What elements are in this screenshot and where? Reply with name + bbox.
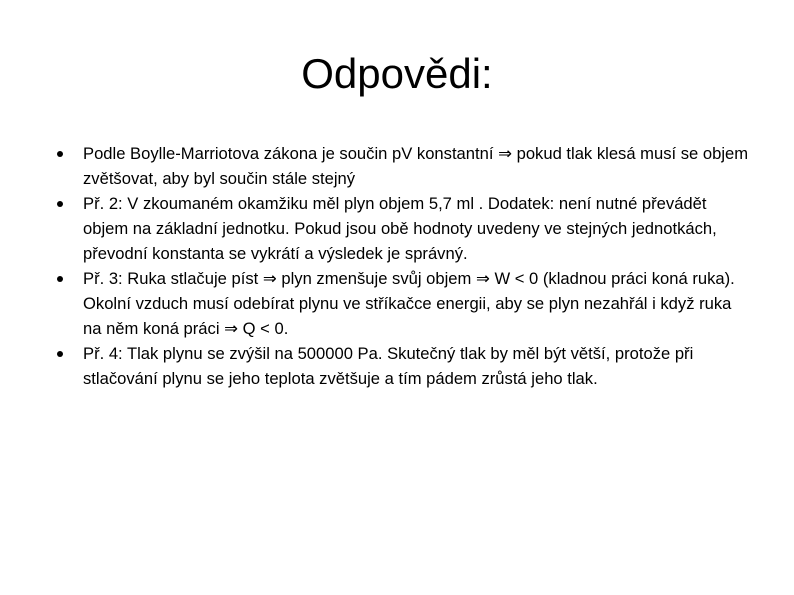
bullet-item-boyle bbox=[52, 141, 752, 191]
bullet-item-ex4 bbox=[52, 341, 752, 391]
bullet-dot-icon bbox=[57, 201, 63, 207]
bullet-text: Př. 3: Ruka stlačuje píst ⇒ plyn zmenšuje svůj objem ⇒ W < 0 (kladnou práci koná ruka). Okolní vzduch musí odebírat plynu ve stříkačce energii, aby se plyn nezahřál i když ruka na něm koná práci ⇒ Q < 0. bbox=[83, 269, 735, 338]
slide-title: Odpovědi: bbox=[301, 50, 493, 97]
bullet-text: Př. 2: V zkoumaném okamžiku měl plyn objem 5,7 ml . Dodatek: není nutné převádět objem na základní jednotku. Pokud jsou obě hodnoty uvedeny ve stejných jednotkách, převodní konstanta se vykrátí a výsledek je správný. bbox=[83, 194, 717, 263]
bullet-text: Př. 4: Tlak plynu se zvýšil na 500000 Pa. Skutečný tlak by měl být větší, protože při stlačování plynu se jeho teplota zvětšuje a tím pádem zrůstá jeho tlak. bbox=[83, 344, 694, 388]
bullet-list bbox=[52, 141, 752, 391]
bullet-dot-icon bbox=[57, 351, 63, 357]
bullet-item-ex3 bbox=[52, 266, 752, 341]
bullet-item-ex2 bbox=[52, 191, 752, 266]
bullet-dot-icon bbox=[57, 276, 63, 282]
bullet-dot-icon bbox=[57, 151, 63, 157]
bullet-text: Podle Boylle-Marriotova zákona je součin pV konstantní ⇒ pokud tlak klesá musí se objem zvětšovat, aby byl součin stále stejný bbox=[83, 144, 749, 188]
